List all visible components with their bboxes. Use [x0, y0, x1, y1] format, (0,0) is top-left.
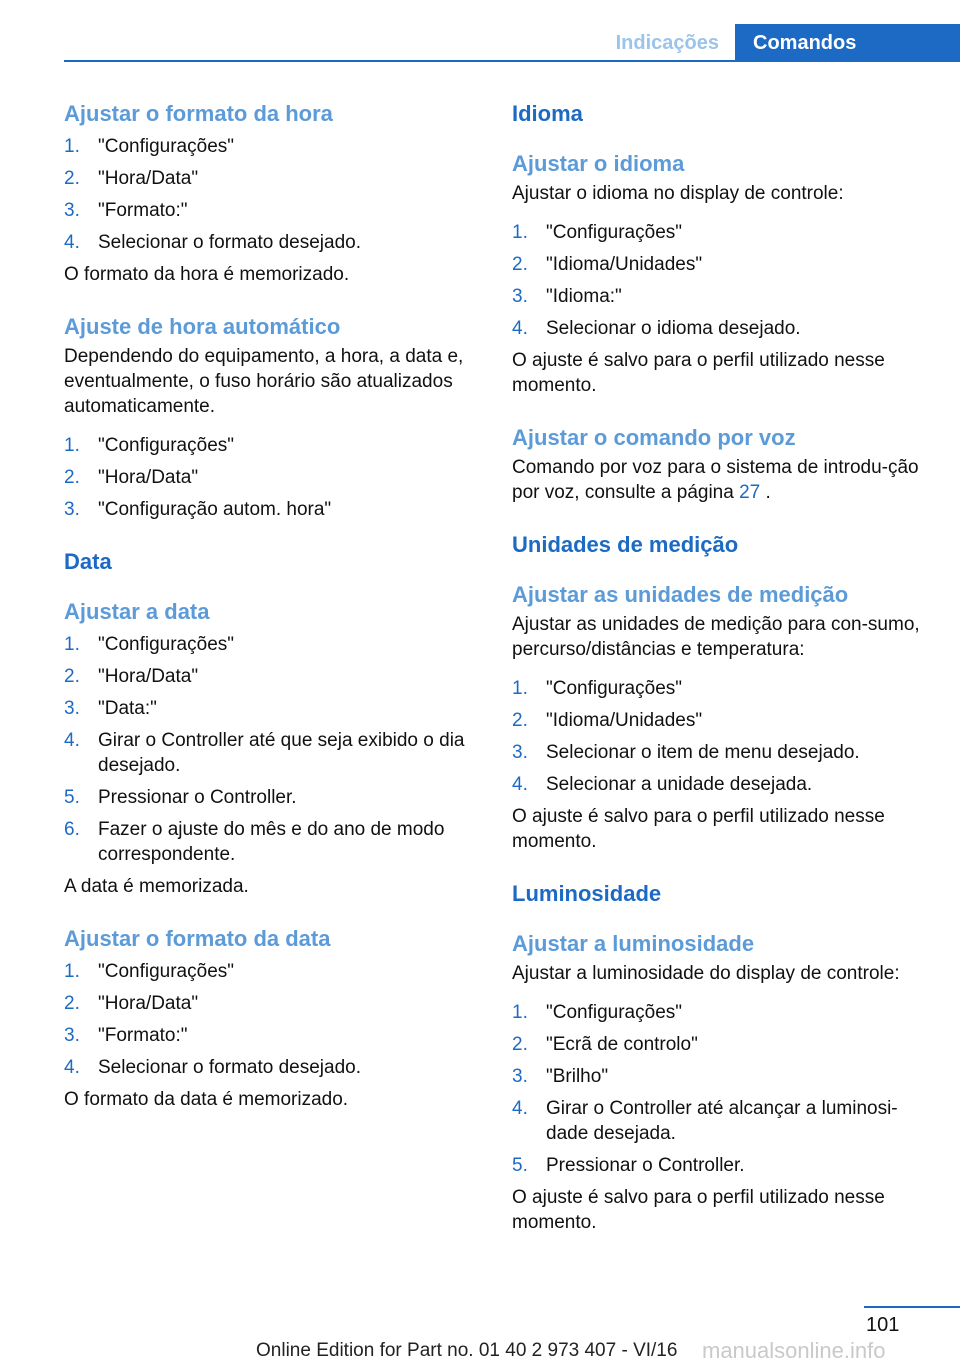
steps-list [512, 676, 932, 797]
chapter-heading: Idioma [512, 101, 583, 126]
right-column [512, 100, 932, 1235]
left-column [64, 100, 484, 1112]
list-item: 4. Selecionar o idioma desejado. [512, 318, 801, 339]
result-text: O ajuste é salvo para o perfil utilizado nesse momento. [512, 806, 885, 852]
list-item: 4. Girar o Controller até alcançar a luminosi-dade desejada. [512, 1098, 898, 1144]
list-item: 6. Fazer o ajuste do mês e do ano de modo correspondente. [64, 819, 445, 865]
list-item: 4. Selecionar a unidade desejada. [512, 774, 813, 795]
result-text: O ajuste é salvo para o perfil utilizado nesse momento. [512, 1187, 885, 1233]
list-item: 4. Selecionar o formato desejado. [64, 1057, 361, 1078]
chapter-heading: Unidades de medição [512, 532, 739, 557]
list-item: 3. "Brilho" [512, 1066, 609, 1087]
header-rule [64, 60, 960, 62]
tab-comandos[interactable]: Comandos [735, 24, 960, 62]
list-item: 1. "Configurações" [512, 222, 683, 243]
steps-list [512, 220, 932, 341]
list-item: 3. "Data:" [64, 698, 157, 719]
section-title: Ajustar o formato da data [64, 926, 331, 951]
list-item: 2. "Hora/Data" [64, 993, 199, 1014]
page-link[interactable]: 27 [739, 482, 761, 503]
steps-list [64, 134, 484, 255]
tab-indicacoes[interactable]: Indicações [598, 24, 735, 62]
footer-rule [864, 1306, 960, 1308]
steps-list [64, 959, 484, 1080]
intro-text: Ajustar as unidades de medição para con-sumo, percurso/distâncias e temperatura: [512, 614, 920, 660]
list-item: 3. "Configuração autom. hora" [64, 499, 332, 520]
result-text: O formato da hora é memorizado. [64, 264, 350, 285]
watermark: manualsonline.info [702, 1338, 886, 1362]
chapter-heading: Data [64, 549, 112, 574]
header-tabs [598, 24, 960, 62]
intro-text: Comando por voz para o sistema de introdu-ção por voz, consulte a página 27 . [512, 457, 919, 503]
list-item: 1. "Configurações" [64, 435, 235, 456]
list-item: 2. "Hora/Data" [64, 467, 199, 488]
section-title: Ajustar a luminosidade [512, 931, 755, 956]
section-title: Ajuste de hora automático [64, 314, 341, 339]
intro-text: Dependendo do equipamento, a hora, a data e, eventualmente, o fuso horário são atualizados automaticamente. [64, 346, 464, 417]
section-title: Ajustar a data [64, 599, 210, 624]
list-item: 2. "Idioma/Unidades" [512, 710, 703, 731]
page-number: 101 [866, 1314, 900, 1336]
list-item: 3. Selecionar o item de menu desejado. [512, 742, 860, 763]
result-text: O ajuste é salvo para o perfil utilizado nesse momento. [512, 350, 885, 396]
list-item: 2. "Hora/Data" [64, 168, 199, 189]
list-item: 1. "Configurações" [64, 634, 235, 655]
section-title: Ajustar o comando por voz [512, 425, 796, 450]
steps-list [64, 433, 484, 522]
intro-text: Ajustar a luminosidade do display de controle: [512, 963, 900, 984]
list-item: 1. "Configurações" [512, 1002, 683, 1023]
list-item: 1. "Configurações" [512, 678, 683, 699]
list-item: 2. "Ecrã de controlo" [512, 1034, 698, 1055]
list-item: 1. "Configurações" [64, 136, 235, 157]
list-item: 2. "Hora/Data" [64, 666, 199, 687]
list-item: 4. Selecionar o formato desejado. [64, 232, 361, 253]
list-item: 5. Pressionar o Controller. [512, 1155, 745, 1176]
list-item: 3. "Formato:" [64, 1025, 188, 1046]
list-item: 1. "Configurações" [64, 961, 235, 982]
result-text: A data é memorizada. [64, 876, 249, 897]
section-title: Ajustar as unidades de medição [512, 582, 849, 607]
section-title: Ajustar o idioma [512, 151, 685, 176]
steps-list [64, 632, 484, 867]
intro-text: Ajustar o idioma no display de controle: [512, 183, 844, 204]
list-item: 2. "Idioma/Unidades" [512, 254, 703, 275]
steps-list [512, 1000, 932, 1178]
result-text: O formato da data é memorizado. [64, 1089, 349, 1110]
list-item: 5. Pressionar o Controller. [64, 787, 297, 808]
list-item: 4. Girar o Controller até que seja exibido o dia desejado. [64, 730, 465, 776]
section-title: Ajustar o formato da hora [64, 101, 333, 126]
list-item: 3. "Idioma:" [512, 286, 622, 307]
chapter-heading: Luminosidade [512, 881, 662, 906]
edition-text: Online Edition for Part no. 01 40 2 973 407 - VI/16 [256, 1340, 678, 1361]
list-item: 3. "Formato:" [64, 200, 188, 221]
